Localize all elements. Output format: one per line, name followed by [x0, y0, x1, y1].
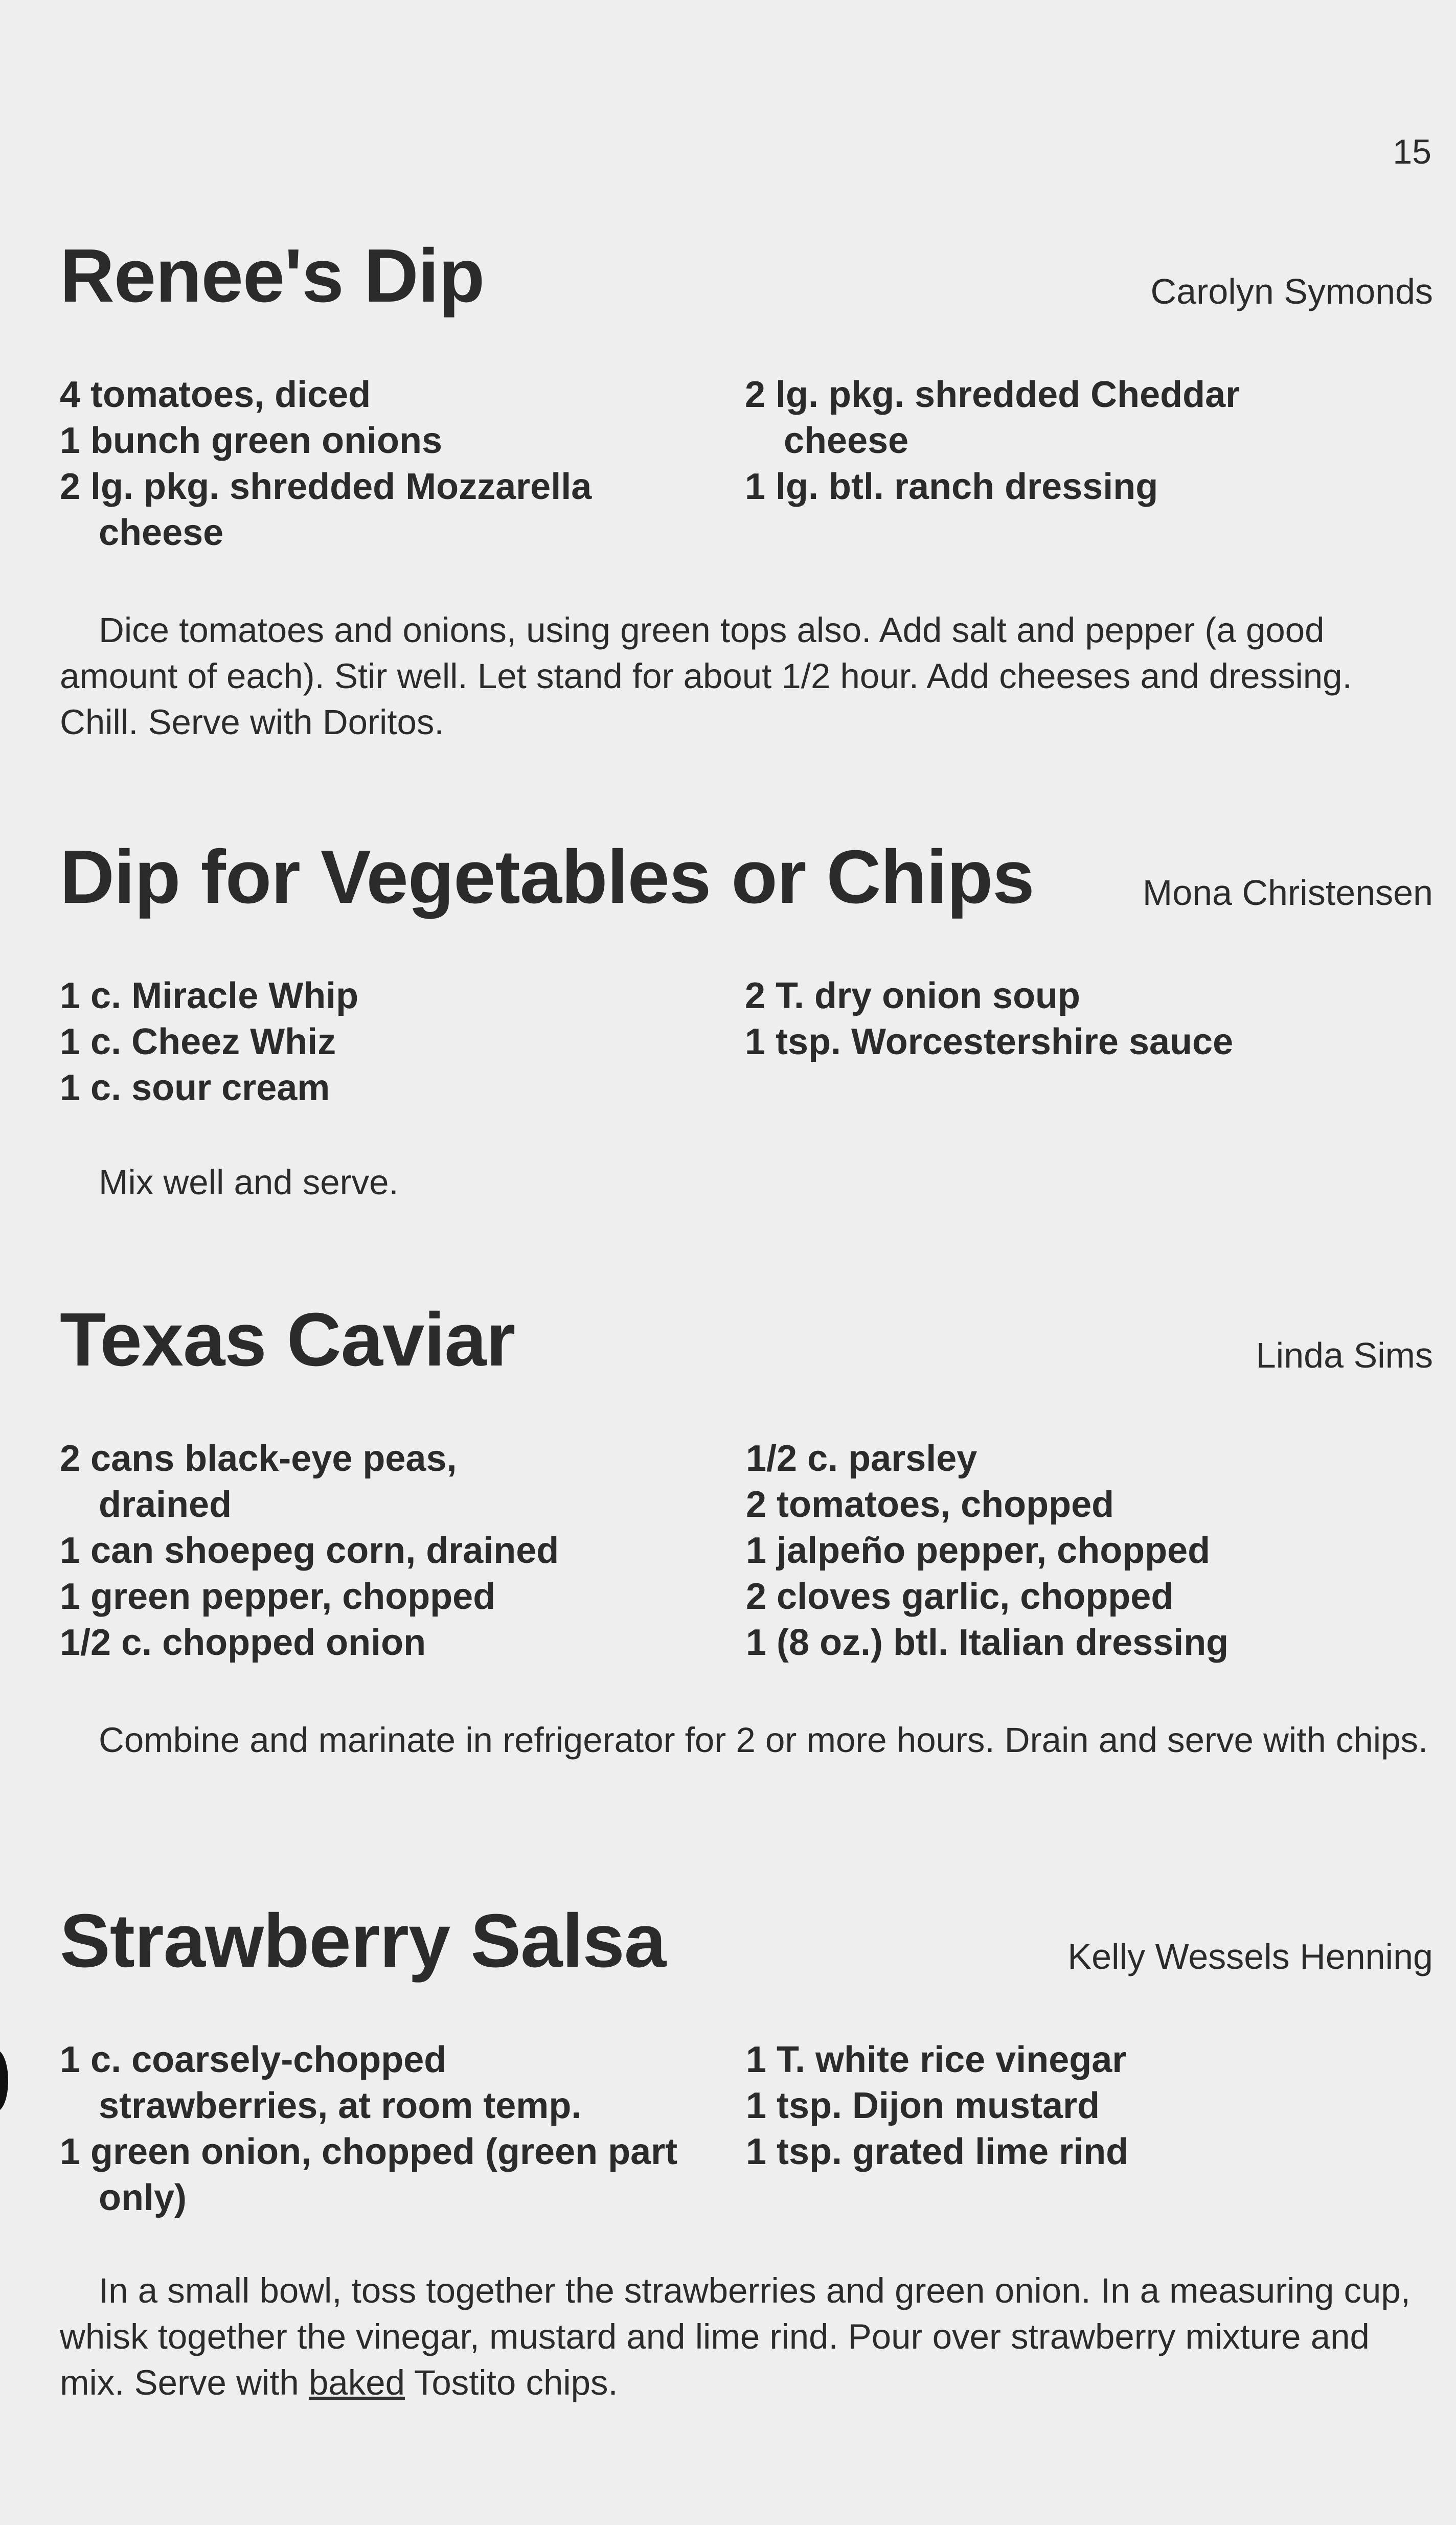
ingredient-item: 1 c. sour cream [60, 1067, 330, 1108]
ingredients-right [746, 1436, 1431, 1666]
ingredient-item: 1 jalpeño pepper, chopped [746, 1530, 1211, 1571]
recipe-author: Mona Christensen [1142, 873, 1433, 913]
ingredient-item: 1 tsp. Worcestershire sauce [745, 1021, 1234, 1062]
ingredient-item: 1 tsp. Dijon mustard [746, 2085, 1100, 2126]
ingredient-item: 1 green onion, chopped (green part only) [60, 2131, 678, 2218]
ingredient-item: 2 lg. pkg. shredded Cheddar cheese [745, 374, 1240, 461]
directions-text-end: Tostito chips. [404, 2363, 618, 2402]
recipe-author: Linda Sims [1256, 1335, 1433, 1375]
recipe-title: Texas Caviar [60, 1298, 515, 1382]
recipe-author: Kelly Wessels Henning [1067, 1937, 1433, 1976]
recipe-title: Dip for Vegetables or Chips [60, 835, 1034, 919]
ingredient-item: 2 cloves garlic, chopped [746, 1576, 1174, 1617]
ingredient-item: 2 cans black-eye peas, drained [60, 1438, 457, 1525]
page-number: 15 [1393, 132, 1431, 171]
ingredient-item: 1 c. Miracle Whip [60, 975, 359, 1016]
ingredient-item: 1 c. coarsely-chopped strawberries, at room temp. [60, 2039, 582, 2126]
ingredients-left [60, 1436, 724, 1666]
ingredients-left [60, 372, 724, 556]
ingredient-item: 1 bunch green onions [60, 420, 443, 461]
recipe-directions: Mix well and serve. [99, 1163, 399, 1202]
ingredient-item: 1 lg. btl. ranch dressing [745, 466, 1158, 507]
recipe-title: Strawberry Salsa [60, 1899, 666, 1983]
ingredient-item: 1/2 c. parsley [746, 1438, 977, 1479]
ingredients-left [60, 2037, 724, 2221]
ingredient-item: 2 T. dry onion soup [745, 975, 1081, 1016]
recipe-author: Carolyn Symonds [1150, 271, 1433, 311]
ingredients-right [746, 2037, 1431, 2175]
ingredients-left [60, 973, 724, 1111]
ingredient-item: 1 green pepper, chopped [60, 1576, 496, 1617]
ingredients-right [745, 372, 1409, 510]
ingredient-item: 4 tomatoes, diced [60, 374, 371, 415]
ingredient-item: 1 c. Cheez Whiz [60, 1021, 336, 1062]
binding-mark [0, 2050, 8, 2111]
ingredient-item: 2 lg. pkg. shredded Mozzarella cheese [60, 466, 592, 553]
recipe-directions: Dice tomatoes and onions, using green tops also. Add salt and pepper (a good amount of each). Stir well. Let stand for about 1/2 hour. Add cheeses and dressing. Chill. Serve with Doritos. [60, 610, 1352, 742]
directions-text: In a small bowl, toss together the strawberries and green onion. In a measuring cup, whisk together the vinegar, mustard and lime rind. Pour over strawberry mixture and mix. Serve with [60, 2271, 1410, 2402]
ingredients-right [745, 973, 1430, 1065]
recipe-title: Renee's Dip [60, 234, 485, 318]
ingredient-item: 1/2 c. chopped onion [60, 1622, 426, 1663]
recipe-directions: Combine and marinate in refrigerator for 2 or more hours. Drain and serve with chips. [99, 1720, 1428, 1760]
ingredient-item: 2 tomatoes, chopped [746, 1484, 1114, 1525]
ingredient-item: 1 (8 oz.) btl. Italian dressing [746, 1622, 1229, 1663]
directions-underlined-word: baked [308, 2363, 405, 2402]
recipe-directions [60, 2268, 1433, 2406]
ingredient-item: 1 tsp. grated lime rind [746, 2131, 1129, 2172]
ingredient-item: 1 T. white rice vinegar [746, 2039, 1127, 2080]
ingredient-item: 1 can shoepeg corn, drained [60, 1530, 559, 1571]
